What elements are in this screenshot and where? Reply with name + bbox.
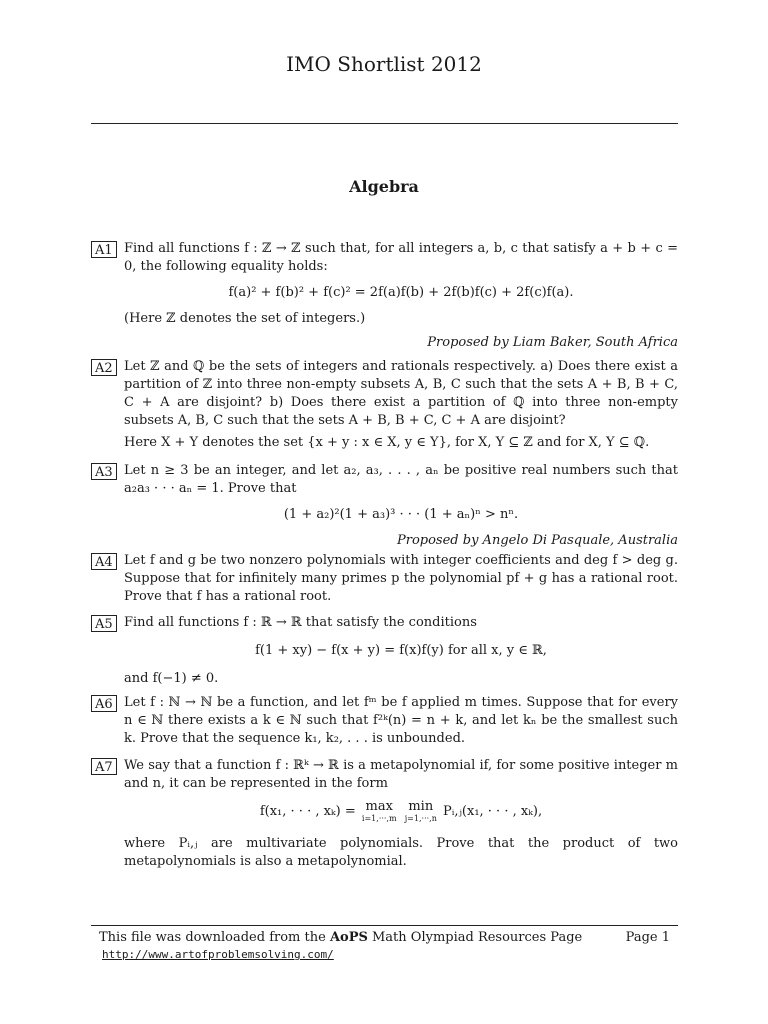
footer-divider xyxy=(91,925,678,926)
problem-label: A1 xyxy=(91,241,117,258)
problem-a6 xyxy=(91,694,678,748)
problem-label: A5 xyxy=(91,615,117,632)
problem-statement: Let n ≥ 3 be an integer, and let a₂, a₃, . . . , aₙ be positive real numbers such that a₂a₃ · · · aₙ = 1. Prove that xyxy=(124,463,678,496)
display-equation: f(a)² + f(b)² + f(c)² = 2f(a)f(b) + 2f(b)f(c) + 2f(c)f(a). xyxy=(228,285,574,300)
proposer-credit: Proposed by Liam Baker, South Africa xyxy=(427,335,678,350)
problem-a4 xyxy=(91,552,678,606)
problem-a1 xyxy=(91,240,678,352)
problem-statement: Find all functions f : ℝ → ℝ that satisfy the conditions xyxy=(124,615,477,630)
display-equation: (1 + a₂)²(1 + a₃)³ · · · (1 + aₙ)ⁿ > nⁿ. xyxy=(283,507,519,522)
min-subscript: j=1,···,n xyxy=(404,814,437,823)
problem-a7 xyxy=(91,757,678,871)
section-title: Algebra xyxy=(349,177,419,196)
footer-source-note xyxy=(99,930,582,945)
display-equation: f(1 + xy) − f(x + y) = f(x)f(y) for all x, y ∈ ℝ, xyxy=(255,643,547,658)
problem-statement: We say that a function f : ℝᵏ → ℝ is a metapolynomial if, for some positive integer m and n, it can be represented in the form xyxy=(124,758,678,791)
equation-rhs: Pᵢ,ⱼ(x₁, · · · , xₖ), xyxy=(442,804,543,819)
aops-link[interactable]: http://www.artofproblemsolving.com/ xyxy=(102,948,334,961)
problem-a3 xyxy=(91,462,678,550)
page-number: Page 1 xyxy=(625,930,670,945)
problem-statement: Let ℤ and ℚ be the sets of integers and rationals respectively. a) Does there exist a partition of ℤ into three non-empty subsets A, B, C such that the sets A + B, B + C, C + A are disjoint? b) Does there exist a partition of ℚ into three non-empty subsets A, B, C such that the sets A + B, B + C, C + A are disjoint? xyxy=(124,359,678,428)
problem-label: A3 xyxy=(91,463,117,480)
proposer-credit: Proposed by Angelo Di Pasquale, Australia xyxy=(397,533,678,548)
max-subscript: i=1,···,m xyxy=(361,814,397,823)
problem-a5 xyxy=(91,614,678,688)
footer-text-before: This file was downloaded from the xyxy=(99,930,330,945)
max-operator xyxy=(362,801,397,825)
problem-label: A4 xyxy=(91,553,117,570)
min-symbol: min xyxy=(408,799,434,814)
problem-note: and f(−1) ≠ 0. xyxy=(124,671,219,686)
footer-brand: AoPS xyxy=(329,930,368,945)
problem-label: A7 xyxy=(91,758,117,775)
footer-text-after: Math Olympiad Resources Page xyxy=(367,930,583,945)
equation-lhs: f(x₁, · · · , xₖ) = xyxy=(259,804,356,819)
max-symbol: max xyxy=(365,799,393,814)
problem-statement: Find all functions f : ℤ → ℤ such that, for all integers a, b, c that satisfy a + b + c = 0, the following equality holds: xyxy=(124,241,678,274)
display-equation xyxy=(124,801,678,825)
problem-label: A6 xyxy=(91,695,117,712)
page-title: IMO Shortlist 2012 xyxy=(286,52,482,76)
problem-label: A2 xyxy=(91,359,117,376)
problem-note: where Pᵢ,ⱼ are multivariate polynomials. Prove that the product of two metapolynomials is also a metapolynomial. xyxy=(124,836,678,869)
problem-statement: Let f : ℕ → ℕ be a function, and let fᵐ be f applied m times. Suppose that for every n ∈ ℕ there exists a k ∈ ℕ such that f²ᵏ(n) = n + k, and let kₙ be the smallest such k. Prove that the sequence k₁, k₂, . . . is unbounded. xyxy=(124,695,678,746)
problem-note: (Here ℤ denotes the set of integers.) xyxy=(124,311,366,326)
problem-statement: Let f and g be two nonzero polynomials with integer coefficients and deg f > deg g. Suppose that for infinitely many primes p the polynomial pf + g has a rational root. Prove that f has a rational root. xyxy=(124,553,678,604)
problem-a2 xyxy=(91,358,678,452)
problem-note: Here X + Y denotes the set {x + y : x ∈ X, y ∈ Y}, for X, Y ⊆ ℤ and for X, Y ⊆ ℚ. xyxy=(124,435,650,450)
header-divider xyxy=(91,123,678,124)
min-operator xyxy=(405,801,437,825)
